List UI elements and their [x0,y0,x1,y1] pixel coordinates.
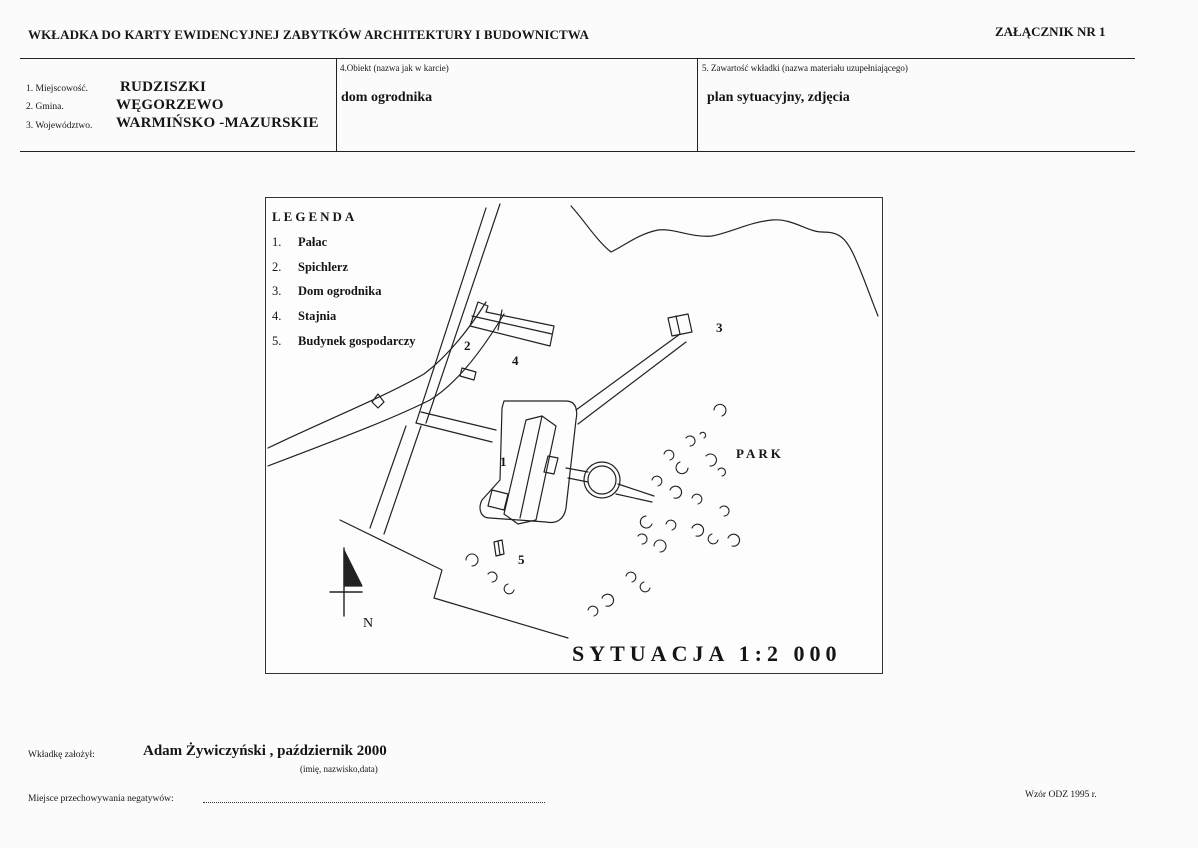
author-name-date: Adam Żywiczyński , październik 2000 [143,743,387,759]
voivodeship-label: 3. Województwo. [26,121,93,131]
template-note: Wzór ODZ 1995 r. [1025,790,1097,800]
contents-value: plan sytuacyjny, zdjęcia [707,90,850,105]
situation-map [265,197,883,674]
south-road [370,426,406,528]
north-label: N [363,616,374,631]
municipality-value: WĘGORZEWO [116,97,224,113]
map-number-gardener-house: 3 [716,320,723,335]
legend-title: LEGENDA [272,209,358,224]
roundabout [584,462,620,498]
object-value: dom ogrodnika [341,90,433,105]
negatives-location-label: Miejsce przechowywania negatywów: [28,794,174,804]
north-arrow-head [344,550,362,586]
roundabout [588,466,616,494]
object-label: 4.Obiekt (nazwa jak w karcie) [340,63,449,73]
small-outbuilding [460,368,476,380]
map-number-stable: 4 [512,353,519,368]
author-field-hint: (imię, nazwisko,data) [300,764,378,774]
palace-wing [488,490,508,510]
annex-number: ZAŁĄCZNIK NR 1 [995,24,1106,39]
farm-road [416,208,486,423]
park-trees [466,404,740,616]
legend-item-gardener-house: 3. Dom ogrodnika [272,284,382,298]
map-number-farm-building: 5 [518,552,525,567]
locality-value: RUDZISZKI [120,79,206,95]
roundabout-drive [566,468,588,472]
pond [372,394,384,408]
farm-road [426,204,500,423]
river-line [571,206,878,316]
boundary-line [340,520,568,638]
municipality-label: 2. Gmina. [26,102,64,112]
granary-building [470,302,554,346]
map-number-granary: 2 [464,338,471,353]
roundabout-drive [568,478,588,482]
roundabout-drive [616,494,652,502]
roundabout-drive [618,484,654,496]
south-road [384,426,421,534]
legend-item-stable: 4. Stajnia [272,309,337,323]
column-divider [697,59,698,151]
voivodeship-value: WARMIŃSKO -MAZURSKIE [116,115,319,131]
map-drawing [266,198,882,673]
document-title: WKŁADKA DO KARTY EWIDENCYJNEJ ZABYTKÓW ARCHITEKTURY I BUDOWNICTWA [28,27,589,42]
negatives-location-field [203,802,545,803]
garden-road [578,342,686,424]
map-scale-title: SYTUACJA 1:2 000 [572,641,842,666]
column-divider [336,59,337,151]
locality-label: 1. Miejscowość. [26,84,89,94]
map-number-palace: 1 [500,454,507,469]
legend-item-farm-building: 5. Budynek gospodarczy [272,334,416,348]
park-label: PARK [736,446,784,461]
garden-road [576,334,680,410]
legend-item-granary: 2. Spichlerz [272,260,348,274]
legend-item-palace: 1. Pałac [272,235,328,249]
form-table [20,58,1135,152]
created-by-label: Wkładkę założył: [28,750,95,760]
contents-label: 5. Zawartość wkładki (nazwa materiału uzupełniającego) [702,63,908,73]
